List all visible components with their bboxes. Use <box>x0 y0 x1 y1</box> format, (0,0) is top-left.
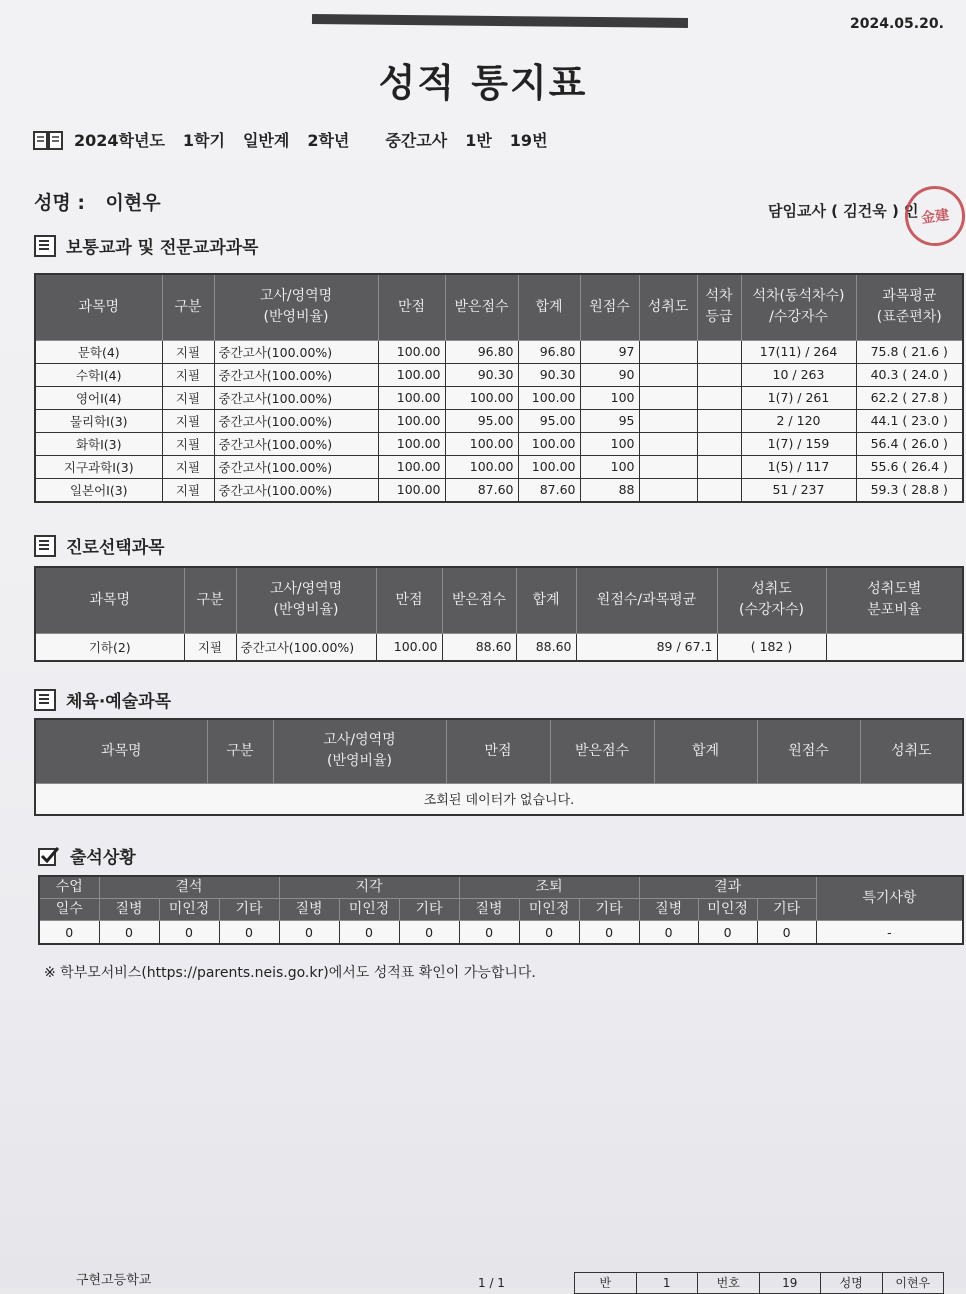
section-general-label: 보통교과 및 전문교과과목 <box>66 238 259 258</box>
section-attendance-title <box>38 843 136 868</box>
table-row <box>35 432 963 455</box>
top-bar <box>312 14 688 28</box>
col-total: 합계 <box>654 719 757 783</box>
col-raw-score: 원점수 <box>580 274 639 340</box>
table-cell: 영어Ⅰ(4) <box>35 386 162 409</box>
col-total: 합계 <box>518 274 580 340</box>
class-no: 1반 <box>465 131 492 150</box>
grade: 2학년 <box>307 131 350 150</box>
footer-class-value: 1 <box>637 1273 699 1293</box>
table-cell: 1(5) / 117 <box>741 455 856 478</box>
col-subject: 과목명 <box>35 719 207 783</box>
col-full-score: 만점 <box>376 567 442 633</box>
student-no: 19번 <box>509 131 548 150</box>
table-cell: 10 / 263 <box>741 363 856 386</box>
table-cell <box>697 409 741 432</box>
col-raw-average: 원점수/과목평균 <box>576 567 717 633</box>
section-attendance-label: 출석상황 <box>70 848 136 868</box>
col-distribution: 성취도별 분포비율 <box>826 567 963 633</box>
table-cell: 100.00 <box>518 455 580 478</box>
table-cell <box>697 455 741 478</box>
table-cell: 일본어Ⅰ(3) <box>35 478 162 502</box>
attendance-cell: 0 <box>159 921 219 945</box>
col-exam: 고사/영역명 (반영비율) <box>214 274 378 340</box>
general-subjects-table <box>34 273 964 503</box>
table-cell <box>639 386 697 409</box>
table-cell: 1(7) / 159 <box>741 432 856 455</box>
col-absence: 결석 <box>99 876 279 899</box>
table-cell <box>697 432 741 455</box>
col-unexcused: 미인정 <box>698 899 757 921</box>
table-cell: 문학(4) <box>35 340 162 363</box>
col-missed: 결과 <box>639 876 816 899</box>
table-cell <box>697 478 741 502</box>
attendance-cell: 0 <box>99 921 159 945</box>
col-other: 기타 <box>757 899 816 921</box>
table-cell: 지필 <box>162 432 214 455</box>
table-cell: 지필 <box>184 633 236 661</box>
table-cell: 100.00 <box>445 455 518 478</box>
table-cell: 44.1 ( 23.0 ) <box>856 409 963 432</box>
exam-info <box>32 128 566 151</box>
footer-student-box <box>574 1272 944 1294</box>
table-cell: 중간고사(100.00%) <box>214 478 378 502</box>
table-cell: 100.00 <box>378 478 445 502</box>
col-unexcused: 미인정 <box>339 899 399 921</box>
exam-name: 중간고사 <box>385 131 448 150</box>
table-cell <box>826 633 963 661</box>
table-cell: 89 / 67.1 <box>576 633 717 661</box>
table-cell <box>639 340 697 363</box>
table-cell <box>697 340 741 363</box>
document-icon <box>34 689 56 711</box>
col-full-score: 만점 <box>446 719 550 783</box>
table-cell: 지필 <box>162 455 214 478</box>
col-score: 받은점수 <box>445 274 518 340</box>
col-subject: 과목명 <box>35 274 162 340</box>
col-other: 기타 <box>399 899 459 921</box>
student-name-line <box>34 188 161 215</box>
table-row <box>35 633 963 661</box>
attendance-cell: 0 <box>219 921 279 945</box>
section-career-label: 진로선택과목 <box>66 538 165 558</box>
table-cell: 95 <box>580 409 639 432</box>
page-title: 성적 통지표 <box>378 61 588 105</box>
book-icon <box>32 129 64 151</box>
col-achievement: 성취도 (수강자수) <box>717 567 826 633</box>
table-cell: 100.00 <box>518 432 580 455</box>
table-cell: 1(7) / 261 <box>741 386 856 409</box>
table-cell: 중간고사(100.00%) <box>214 363 378 386</box>
attendance-table <box>38 875 964 945</box>
table-cell <box>639 478 697 502</box>
homeroom-teacher: 담임교사 ( 김건욱 ) 인 <box>768 202 919 220</box>
footer-name-label: 성명 <box>821 1273 883 1293</box>
table-cell: 100.00 <box>376 633 442 661</box>
table-cell: 87.60 <box>445 478 518 502</box>
attendance-cell: 0 <box>579 921 639 945</box>
table-cell: 100.00 <box>445 386 518 409</box>
document-icon <box>34 535 56 557</box>
attendance-cell: 0 <box>519 921 579 945</box>
table-cell: 중간고사(100.00%) <box>214 340 378 363</box>
section-arts-title <box>34 687 171 712</box>
table-cell: 95.00 <box>518 409 580 432</box>
table-cell: 59.3 ( 28.8 ) <box>856 478 963 502</box>
table-cell: 수학Ⅰ(4) <box>35 363 162 386</box>
attendance-cell: 0 <box>459 921 519 945</box>
page-indicator: 1 / 1 <box>478 1276 505 1290</box>
attendance-cell: 0 <box>399 921 459 945</box>
table-cell: 90.30 <box>445 363 518 386</box>
table-cell <box>639 363 697 386</box>
footer-number-label: 번호 <box>698 1273 760 1293</box>
table-row <box>35 363 963 386</box>
col-subject: 과목명 <box>35 567 184 633</box>
col-score: 받은점수 <box>550 719 654 783</box>
col-other: 기타 <box>219 899 279 921</box>
col-other: 기타 <box>579 899 639 921</box>
col-remarks: 특기사항 <box>816 876 963 921</box>
career-subjects-table <box>34 566 964 662</box>
table-cell: 56.4 ( 26.0 ) <box>856 432 963 455</box>
table-cell: 100.00 <box>378 409 445 432</box>
attendance-cell: 0 <box>279 921 339 945</box>
col-days-bottom: 일수 <box>39 899 99 921</box>
col-full-score: 만점 <box>378 274 445 340</box>
attendance-cell: 0 <box>339 921 399 945</box>
table-cell: 100.00 <box>378 432 445 455</box>
checkbox-icon <box>38 846 60 866</box>
col-achievement: 성취도 <box>639 274 697 340</box>
col-rank: 석차(동석차수) /수강자수 <box>741 274 856 340</box>
table-cell: 100.00 <box>378 386 445 409</box>
table-cell: 물리학Ⅰ(3) <box>35 409 162 432</box>
table-row <box>35 478 963 502</box>
col-achievement: 성취도 <box>860 719 963 783</box>
table-row <box>35 386 963 409</box>
table-cell: 지필 <box>162 363 214 386</box>
table-cell: 2 / 120 <box>741 409 856 432</box>
footer-class-label: 반 <box>575 1273 637 1293</box>
table-cell: 지필 <box>162 478 214 502</box>
table-cell: 100 <box>580 386 639 409</box>
table-cell: 100.00 <box>378 363 445 386</box>
col-exam: 고사/영역명 (반영비율) <box>236 567 376 633</box>
table-cell <box>639 409 697 432</box>
table-cell: 중간고사(100.00%) <box>236 633 376 661</box>
col-score: 받은점수 <box>442 567 516 633</box>
issue-date: 2024.05.20. <box>850 16 944 32</box>
table-cell: ( 182 ) <box>717 633 826 661</box>
table-cell: 96.80 <box>518 340 580 363</box>
col-raw-score: 원점수 <box>757 719 860 783</box>
empty-message: 조회된 데이터가 없습니다. <box>35 783 963 815</box>
table-cell: 17(11) / 264 <box>741 340 856 363</box>
col-days-top: 수업 <box>39 876 99 899</box>
table-cell <box>697 363 741 386</box>
table-cell: 51 / 237 <box>741 478 856 502</box>
semester: 1학기 <box>182 131 225 150</box>
attendance-cell: 0 <box>39 921 99 945</box>
table-cell: 100.00 <box>378 340 445 363</box>
section-career-title <box>34 533 165 558</box>
attendance-cell: 0 <box>698 921 757 945</box>
table-cell: 90.30 <box>518 363 580 386</box>
col-unexcused: 미인정 <box>519 899 579 921</box>
student-name-label: 성명 : <box>34 192 85 214</box>
table-cell: 중간고사(100.00%) <box>214 409 378 432</box>
arts-subjects-table <box>34 718 964 816</box>
remarks-cell: - <box>816 921 963 945</box>
table-cell: 75.8 ( 21.6 ) <box>856 340 963 363</box>
col-early-leave: 조퇴 <box>459 876 639 899</box>
col-sick: 질병 <box>99 899 159 921</box>
col-sick: 질병 <box>279 899 339 921</box>
attendance-cell: 0 <box>639 921 698 945</box>
col-total: 합계 <box>516 567 576 633</box>
school-type: 일반계 <box>242 131 290 150</box>
col-unexcused: 미인정 <box>159 899 219 921</box>
table-cell: 지필 <box>162 409 214 432</box>
table-cell: 100 <box>580 455 639 478</box>
table-cell: 중간고사(100.00%) <box>214 432 378 455</box>
table-cell: 88 <box>580 478 639 502</box>
table-cell: 55.6 ( 26.4 ) <box>856 455 963 478</box>
col-sick: 질병 <box>639 899 698 921</box>
table-cell: 87.60 <box>518 478 580 502</box>
table-cell: 97 <box>580 340 639 363</box>
table-cell: 지필 <box>162 340 214 363</box>
col-late: 지각 <box>279 876 459 899</box>
table-cell: 100.00 <box>445 432 518 455</box>
table-cell: 중간고사(100.00%) <box>214 386 378 409</box>
table-cell: 지구과학Ⅰ(3) <box>35 455 162 478</box>
table-cell: 40.3 ( 24.0 ) <box>856 363 963 386</box>
footer-name-value: 이현우 <box>895 1276 931 1290</box>
student-name: 이현우 <box>105 192 161 214</box>
table-cell: 96.80 <box>445 340 518 363</box>
col-average: 과목평균 (표준편차) <box>856 274 963 340</box>
section-arts-label: 체육·예술과목 <box>66 692 171 712</box>
col-exam: 고사/영역명 (반영비율) <box>273 719 446 783</box>
col-type: 구분 <box>207 719 273 783</box>
table-cell: 지필 <box>162 386 214 409</box>
table-row <box>35 455 963 478</box>
table-cell: 90 <box>580 363 639 386</box>
table-cell: 95.00 <box>445 409 518 432</box>
table-cell: 100.00 <box>518 386 580 409</box>
col-sick: 질병 <box>459 899 519 921</box>
parent-service-note: ※ 학부모서비스(https://parents.neis.go.kr)에서도 성적표 확인이 가능합니다. <box>44 965 536 981</box>
section-general-title <box>34 233 258 258</box>
table-cell: 88.60 <box>516 633 576 661</box>
table-cell: 중간고사(100.00%) <box>214 455 378 478</box>
table-row <box>35 340 963 363</box>
table-cell: 88.60 <box>442 633 516 661</box>
attendance-cell: 0 <box>757 921 816 945</box>
table-cell: 화학Ⅰ(3) <box>35 432 162 455</box>
col-type: 구분 <box>162 274 214 340</box>
teacher-seal: 金建 <box>901 182 966 250</box>
document-icon <box>34 235 56 257</box>
table-cell <box>639 455 697 478</box>
footer-number-value: 19 <box>760 1273 822 1293</box>
table-cell: 62.2 ( 27.8 ) <box>856 386 963 409</box>
table-row <box>35 409 963 432</box>
school-name: 구현고등학교 <box>76 1273 152 1288</box>
col-rank-grade: 석차 등급 <box>697 274 741 340</box>
table-cell <box>697 386 741 409</box>
school-year: 2024학년도 <box>74 131 165 150</box>
table-cell: 기하(2) <box>35 633 184 661</box>
col-type: 구분 <box>184 567 236 633</box>
table-cell <box>639 432 697 455</box>
table-cell: 100 <box>580 432 639 455</box>
table-cell: 100.00 <box>378 455 445 478</box>
